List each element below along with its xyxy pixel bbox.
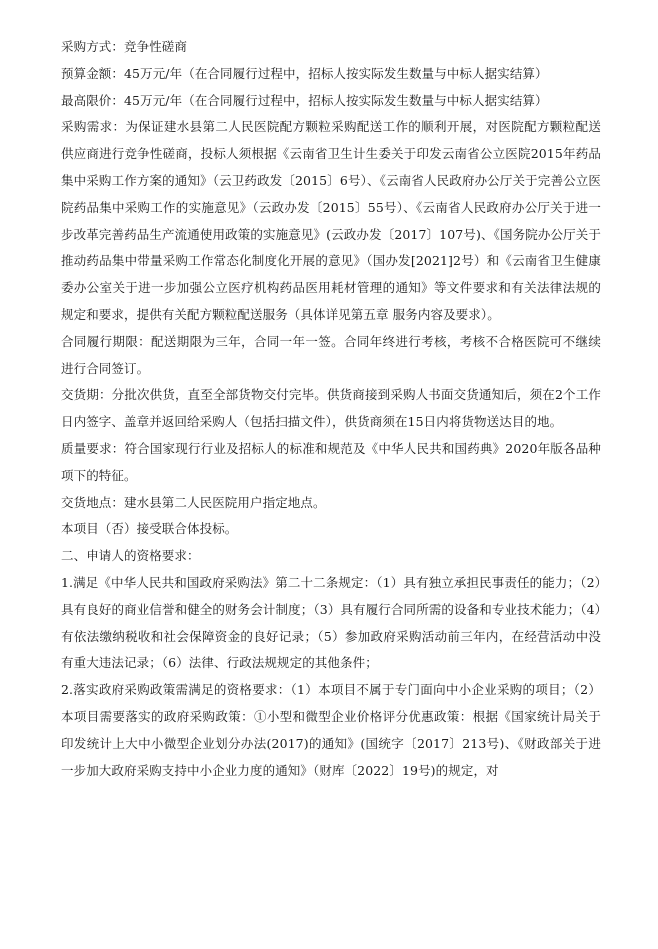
document-body [61, 34, 601, 784]
contract-period: 合同履行期限：配送期限为三年，合同一年一签。合同年终进行考核，考核不合格医院可不继续进行合同签订。 [61, 333, 601, 376]
maximum-price: 最高限价：45万元/年（在合同履行过程中，招标人按实际发生数量与中标人据实结算） [61, 92, 548, 108]
consortium-bidding: 本项目（否）接受联合体投标。 [61, 521, 238, 537]
procurement-method: 采购方式：竞争性磋商 [61, 39, 188, 54]
qualification-item-2: 2.落实政府采购政策需满足的资格要求：（1）本项目不属于专门面向中小企业采购的项目；（2）本项目需要落实的政府采购政策：①小型和微型企业价格评分优惠政策：根据《国家统计局关于印发统计上大中小微型企业划分办法(2017)的通知》(国统字〔2017〕213号)、《财政部关于进一步加大政府采购支持中小企业力度的通知》（财库〔2022〕19号)的规定，对 [61, 682, 601, 778]
quality-requirements: 质量要求：符合国家现行行业及招标人的标准和规范及《中华人民共和国药典》2020年版各品种项下的特征。 [61, 440, 601, 483]
delivery-period: 交货期：分批次供货，直至全部货物交付完毕。供货商接到采购人书面交货通知后，须在2个工作日内签字、盖章并返回给采购人（包括扫描文件），供货商须在15日内将货物送达目的地。 [61, 387, 601, 430]
delivery-location: 交货地点：建水县第二人民医院用户指定地点。 [61, 494, 326, 510]
qualification-item-1: 1.满足《中华人民共和国政府采购法》第二十二条规定：（1）具有独立承担民事责任的能力；（2）具有良好的商业信誉和健全的财务会计制度；（3）具有履行合同所需的设备和专业技术能力；（4）有依法缴纳税收和社会保障资金的良好记录；（5）参加政府采购活动前三年内，在经营活动中没有重大违法记录；（6）法律、行政法规规定的其他条件； [61, 574, 601, 671]
budget-amount: 预算金额：45万元/年（在合同履行过程中，招标人按实际发生数量与中标人据实结算） [61, 65, 548, 81]
procurement-requirements: 采购需求：为保证建水县第二人民医院配方颗粒采购配送工作的顺利开展，对医院配方颗粒配送供应商进行竞争性磋商，投标人须根据《云南省卫生计生委关于印发云南省公立医院2015年药品集中采购工作方案的通知》（云卫药政发〔2015〕6号）、《云南省人民政府办公厅关于完善公立医院药品集中采购工作的实施意见》（云政办发〔2015〕55号）、《云南省人民政府办公厅关于进一步改革完善药品生产流通使用政策的实施意见》(云政办发〔2017〕107号)、《国务院办公厅关于推动药品集中带量采购工作常态化制度化开展的意见》（国办发[2021]2号）和《云南省卫生健康委办公室关于进一步加强公立医疗机构药品医用耗材管理的通知》等文件要求和有关法律法规的规定和要求，提供有关配方颗粒配送服务（具体详见第五章 服务内容及要求）。 [61, 119, 601, 322]
section-heading-qualifications: 二、申请人的资格要求： [61, 548, 200, 564]
